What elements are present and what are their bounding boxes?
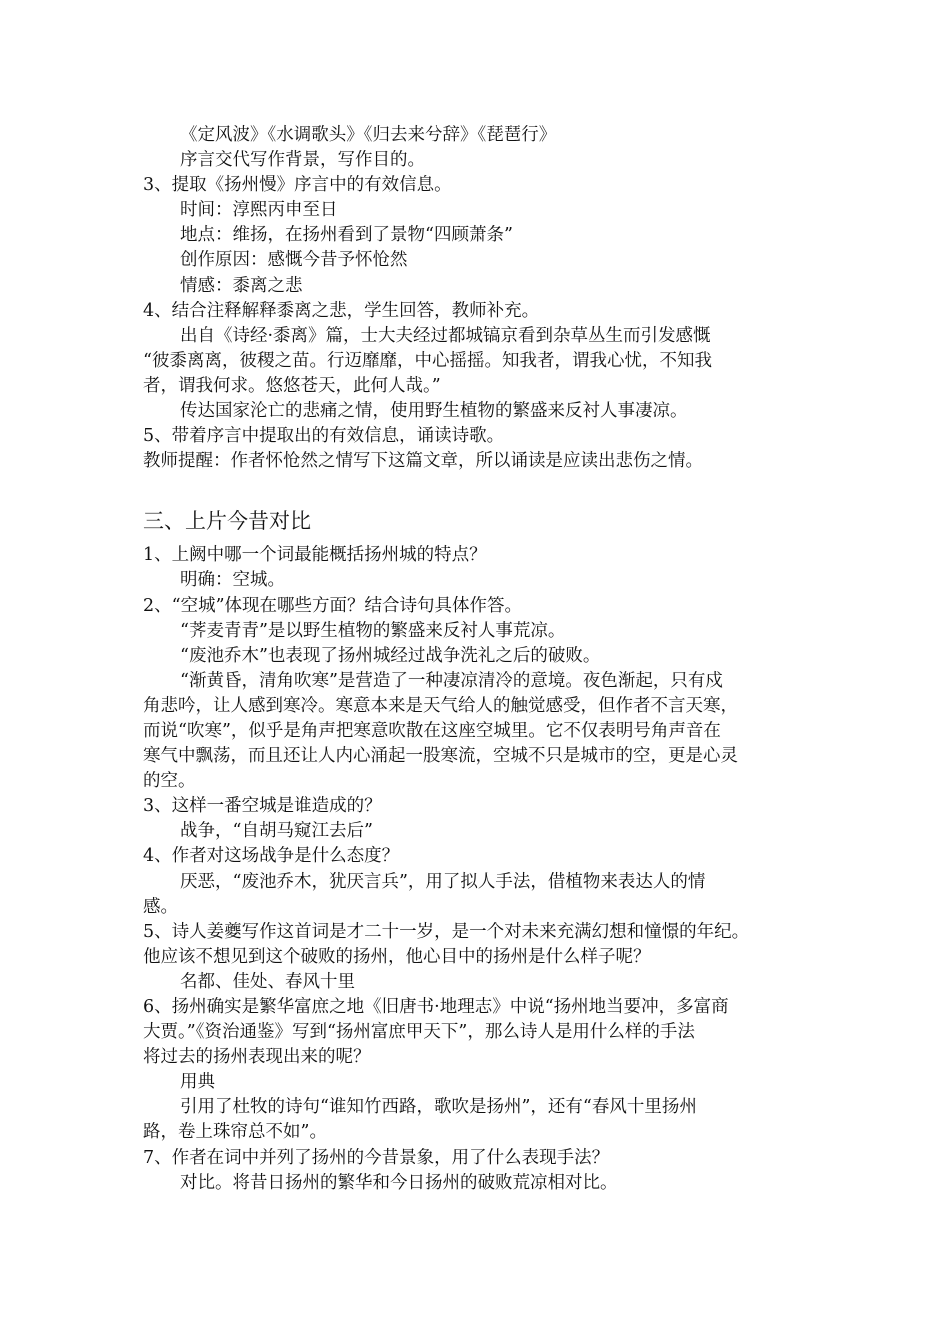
text-line: 情感：黍离之悲 [180, 275, 303, 296]
answer-line: 厌恶，“废池乔木，犹厌言兵”，用了拟人手法，借植物来表达人的情 [180, 871, 706, 892]
text-line: “渐黄昏，清角吹寒”是营造了一种凄凉清冷的意境。夜色渐起，只有戍 [180, 670, 723, 691]
text-line: 他应该不想见到这个破败的扬州，他心目中的扬州是什么样子呢？ [143, 946, 651, 967]
document-body [143, 123, 808, 1196]
answer-line: 名都、佳处、春风十里 [180, 971, 355, 992]
answer-line: “废池乔木”也表现了扬州城经过战争洗礼之后的破败。 [180, 645, 601, 666]
answer-line: 用典 [180, 1072, 215, 1093]
question-line: 4、结合注释解释黍离之悲，学生回答，教师补充。 [143, 300, 540, 321]
question-line: 3、这样一番空城是谁造成的？ [143, 796, 382, 817]
text-line: 创作原因：感慨今昔予怀怆然 [180, 250, 408, 271]
question-line: 3、提取《扬州慢》序言中的有效信息。 [143, 175, 452, 196]
text-line: 《定风波》《水调歌头》《归去来兮辞》《琵琶行》 [180, 125, 557, 145]
question-line: 5、诗人姜夔写作这首词是才二十一岁，是一个对未来充满幻想和憧憬的年纪。 [143, 921, 750, 942]
text-line: 大贾。”《资治通鉴》写到“扬州富庶甲天下”，那么诗人是用什么样的手法 [143, 1022, 695, 1043]
answer-line: “荠麦青青”是以野生植物的繁盛来反衬人事荒凉。 [180, 620, 566, 641]
text-line: 而说“吹寒”，似乎是角声把寒意吹散在这座空城里。它不仅表明号角声音在 [143, 720, 721, 741]
answer-line: 明确：空城。 [180, 570, 285, 591]
text-line: 引用了杜牧的诗句“谁知竹西路，歌吹是扬州”，还有“春风十里扬州 [180, 1097, 697, 1118]
question-line: 7、作者在词中并列了扬州的今昔景象，用了什么表现手法？ [143, 1147, 610, 1168]
question-line: 6、扬州确实是繁华富庶之地《旧唐书·地理志》中说“扬州地当要冲，多富商 [143, 997, 729, 1017]
text-line: 寒气中飘荡，而且还让人内心涌起一股寒流，空城不只是城市的空，更是心灵 [143, 746, 738, 767]
question-line: 4、作者对这场战争是什么态度？ [143, 846, 400, 867]
text-line: 传达国家沦亡的悲痛之情，使用野生植物的繁盛来反衬人事凄凉。 [180, 401, 688, 422]
question-line: 1、上阙中哪一个词最能概括扬州城的特点？ [143, 545, 487, 566]
text-line: 教师提醒：作者怀怆然之情写下这篇文章，所以诵读是应读出悲伤之情。 [143, 451, 703, 472]
text-line: 出自《诗经·黍离》篇，士大夫经过都城镐京看到杂草丛生而引发感慨 [180, 325, 711, 346]
section-heading: 三、上片今昔对比 [143, 509, 311, 534]
text-line: 地点：维扬，在扬州看到了景物“四顾萧条” [180, 225, 513, 246]
text-line: “彼黍离离，彼稷之苗。行迈靡靡，中心摇摇。知我者，谓我心忧，不知我 [143, 350, 712, 371]
answer-line: 战争，“自胡马窥江去后” [180, 821, 373, 842]
answer-line: 对比。将昔日扬州的繁华和今日扬州的破败荒凉相对比。 [180, 1172, 618, 1193]
question-line: 5、带着序言中提取出的有效信息，诵读诗歌。 [143, 426, 505, 447]
text-line: 序言交代写作背景，写作目的。 [180, 150, 425, 171]
text-line: 角悲吟，让人感到寒冷。寒意本来是天气给人的触觉感受，但作者不言天寒， [143, 695, 738, 716]
question-line: 2、“空城”体现在哪些方面？结合诗句具体作答。 [143, 595, 523, 616]
text-line: 感。 [143, 896, 178, 917]
text-line: 的空。 [143, 771, 196, 792]
text-line: 时间：淳熙丙申至日 [180, 200, 338, 221]
text-line: 者，谓我何求。悠悠苍天，此何人哉。” [143, 375, 441, 396]
text-line: 将过去的扬州表现出来的呢？ [143, 1047, 371, 1068]
text-line: 路，卷上珠帘总不如”。 [143, 1122, 327, 1143]
